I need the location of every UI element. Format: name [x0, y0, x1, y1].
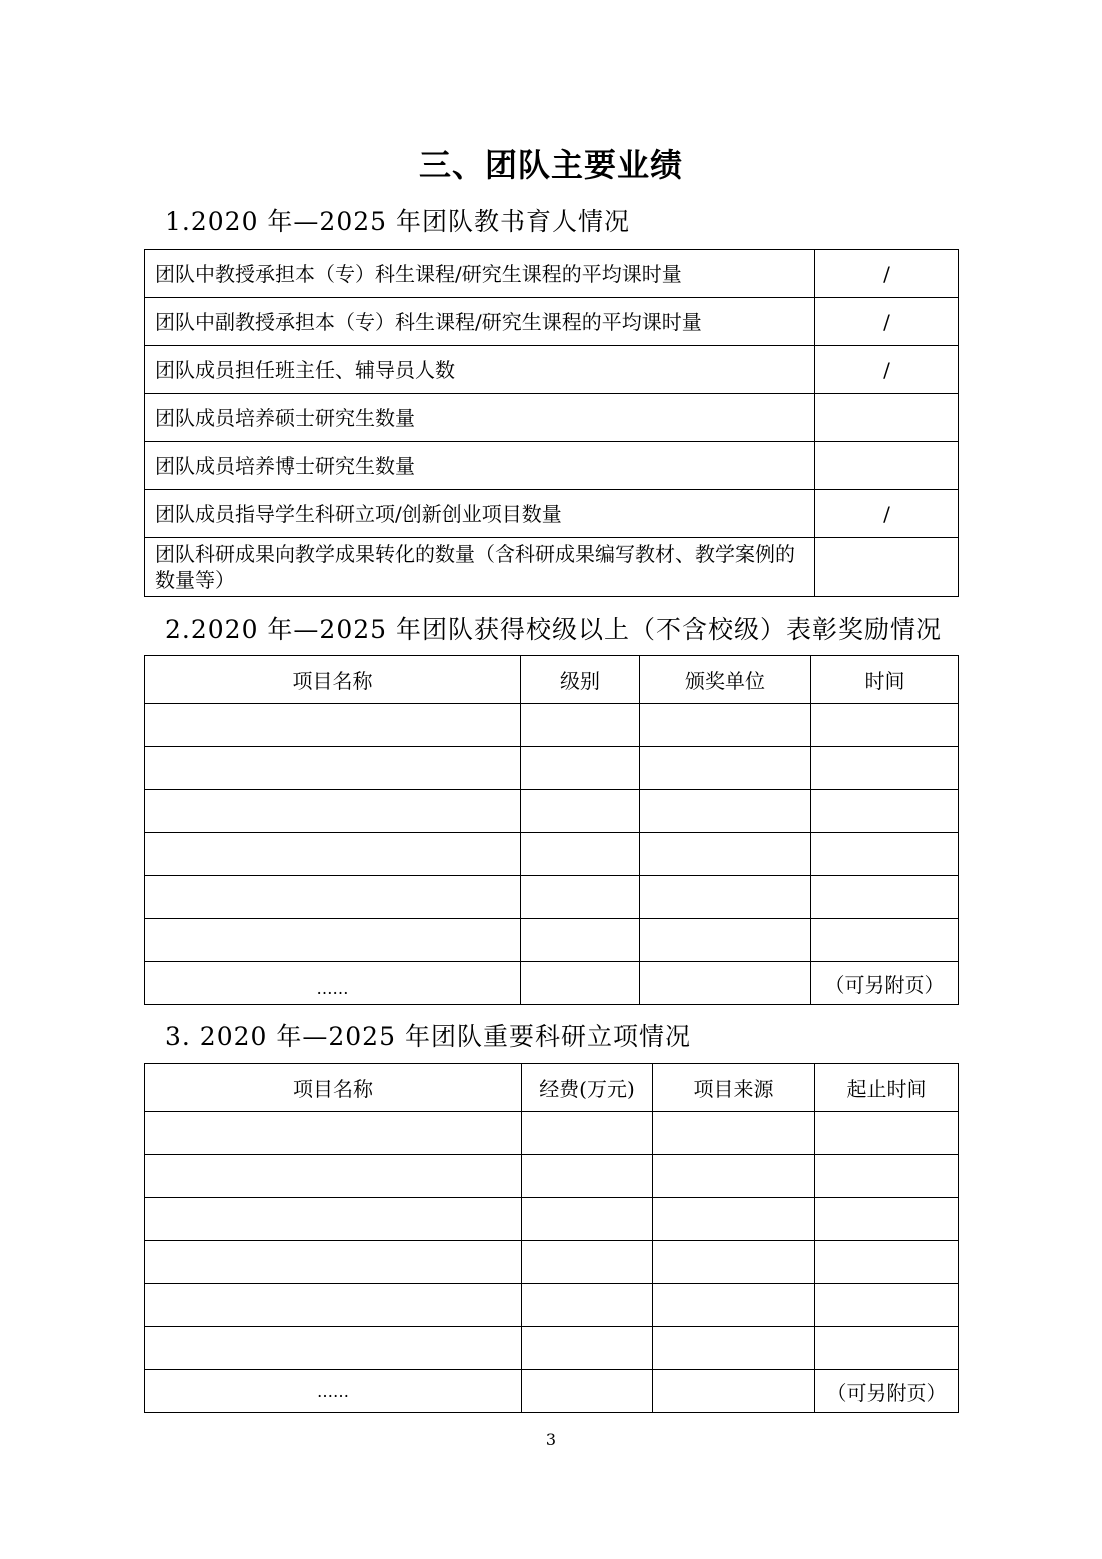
table-cell[interactable]: [522, 1112, 653, 1155]
column-header: 项目名称: [145, 1064, 522, 1112]
ellipsis-cell: ……: [145, 962, 521, 1005]
page-title: 三、团队主要业绩: [418, 146, 683, 184]
table-cell[interactable]: [640, 962, 811, 1005]
table-cell[interactable]: [521, 876, 640, 919]
table-cell[interactable]: [653, 1370, 815, 1413]
table-cell[interactable]: [653, 1155, 815, 1198]
attach-note: （可另附页）: [815, 1370, 959, 1413]
table-header-row: [145, 656, 959, 704]
table-row: [145, 876, 959, 919]
table-cell[interactable]: [811, 876, 959, 919]
table-cell[interactable]: [640, 876, 811, 919]
table-cell[interactable]: [522, 1241, 653, 1284]
teaching-row-label: 团队成员培养硕士研究生数量: [145, 394, 815, 442]
table-cell[interactable]: [653, 1284, 815, 1327]
column-header: 级别: [521, 656, 640, 704]
teaching-row-label: 团队成员担任班主任、辅导员人数: [145, 346, 815, 394]
teaching-row-label: 团队中教授承担本（专）科生课程/研究生课程的平均课时量: [145, 250, 815, 298]
table-cell[interactable]: [145, 1198, 522, 1241]
table-row: [145, 490, 959, 538]
table-row: [145, 704, 959, 747]
teaching-row-label: 团队中副教授承担本（专）科生课程/研究生课程的平均课时量: [145, 298, 815, 346]
table-cell[interactable]: [815, 1198, 959, 1241]
teaching-row-value[interactable]: /: [815, 298, 959, 346]
table-cell[interactable]: [145, 1112, 522, 1155]
section-3-heading: 3. 2020 年—2025 年团队重要科研立项情况: [165, 1022, 691, 1051]
table-cell[interactable]: [521, 962, 640, 1005]
table-row: [145, 962, 959, 1005]
column-header: 起止时间: [815, 1064, 959, 1112]
table-cell[interactable]: [811, 704, 959, 747]
table-row: [145, 298, 959, 346]
attach-note: （可另附页）: [811, 962, 959, 1005]
table-cell[interactable]: [521, 704, 640, 747]
research-projects-table: [144, 1063, 959, 1413]
teaching-row-value[interactable]: [815, 442, 959, 490]
table-cell[interactable]: [145, 1284, 522, 1327]
table-header-row: [145, 1064, 959, 1112]
table-row: [145, 747, 959, 790]
table-cell[interactable]: [640, 747, 811, 790]
section-2-heading: 2.2020 年—2025 年团队获得校级以上（不含校级）表彰奖励情况: [165, 615, 942, 644]
table-cell[interactable]: [640, 833, 811, 876]
table-cell[interactable]: [640, 704, 811, 747]
table-cell[interactable]: [653, 1198, 815, 1241]
table-cell[interactable]: [145, 1155, 522, 1198]
section-1-heading: 1.2020 年—2025 年团队教书育人情况: [165, 207, 630, 236]
table-cell[interactable]: [145, 704, 521, 747]
table-cell[interactable]: [640, 919, 811, 962]
teaching-row-value[interactable]: /: [815, 250, 959, 298]
column-header: 经费(万元): [522, 1064, 653, 1112]
table-cell[interactable]: [811, 833, 959, 876]
page-number: 3: [545, 1430, 557, 1449]
table-cell[interactable]: [815, 1241, 959, 1284]
table-row: [145, 1112, 959, 1155]
table-row: [145, 250, 959, 298]
table-cell[interactable]: [811, 747, 959, 790]
table-row: [145, 1284, 959, 1327]
ellipsis-cell: ……: [145, 1370, 522, 1413]
table-cell[interactable]: [811, 919, 959, 962]
teaching-row-value[interactable]: [815, 394, 959, 442]
teaching-row-value[interactable]: /: [815, 346, 959, 394]
teaching-row-label: 团队科研成果向教学成果转化的数量（含科研成果编写教材、教学案例的数量等）: [145, 538, 815, 597]
table-cell[interactable]: [145, 747, 521, 790]
table-row: [145, 1327, 959, 1370]
table-row: [145, 538, 959, 597]
table-cell[interactable]: [811, 790, 959, 833]
table-cell[interactable]: [815, 1284, 959, 1327]
table-row: [145, 790, 959, 833]
table-cell[interactable]: [522, 1155, 653, 1198]
teaching-table: [144, 249, 959, 597]
table-cell[interactable]: [145, 833, 521, 876]
table-cell[interactable]: [145, 876, 521, 919]
table-cell[interactable]: [640, 790, 811, 833]
table-cell[interactable]: [522, 1284, 653, 1327]
table-cell[interactable]: [521, 833, 640, 876]
table-cell[interactable]: [815, 1155, 959, 1198]
column-header: 颁奖单位: [640, 656, 811, 704]
table-cell[interactable]: [145, 790, 521, 833]
table-cell[interactable]: [653, 1112, 815, 1155]
teaching-row-label: 团队成员培养博士研究生数量: [145, 442, 815, 490]
table-cell[interactable]: [521, 790, 640, 833]
table-cell[interactable]: [145, 1327, 522, 1370]
table-row: [145, 1198, 959, 1241]
column-header: 项目名称: [145, 656, 521, 704]
teaching-row-label: 团队成员指导学生科研立项/创新创业项目数量: [145, 490, 815, 538]
table-cell[interactable]: [521, 919, 640, 962]
table-cell[interactable]: [815, 1112, 959, 1155]
table-row: [145, 1155, 959, 1198]
awards-table: [144, 655, 959, 1005]
table-cell[interactable]: [522, 1327, 653, 1370]
column-header: 时间: [811, 656, 959, 704]
table-row: [145, 919, 959, 962]
table-cell[interactable]: [145, 919, 521, 962]
table-row: [145, 442, 959, 490]
table-cell[interactable]: [522, 1198, 653, 1241]
table-row: [145, 346, 959, 394]
column-header: 项目来源: [653, 1064, 815, 1112]
table-cell[interactable]: [653, 1241, 815, 1284]
table-cell[interactable]: [522, 1370, 653, 1413]
table-cell[interactable]: [145, 1241, 522, 1284]
teaching-row-value[interactable]: [815, 538, 959, 597]
teaching-row-value[interactable]: /: [815, 490, 959, 538]
table-row: [145, 394, 959, 442]
table-row: [145, 1241, 959, 1284]
table-cell[interactable]: [815, 1327, 959, 1370]
table-cell[interactable]: [653, 1327, 815, 1370]
table-row: [145, 833, 959, 876]
table-cell[interactable]: [521, 747, 640, 790]
table-row: [145, 1370, 959, 1413]
